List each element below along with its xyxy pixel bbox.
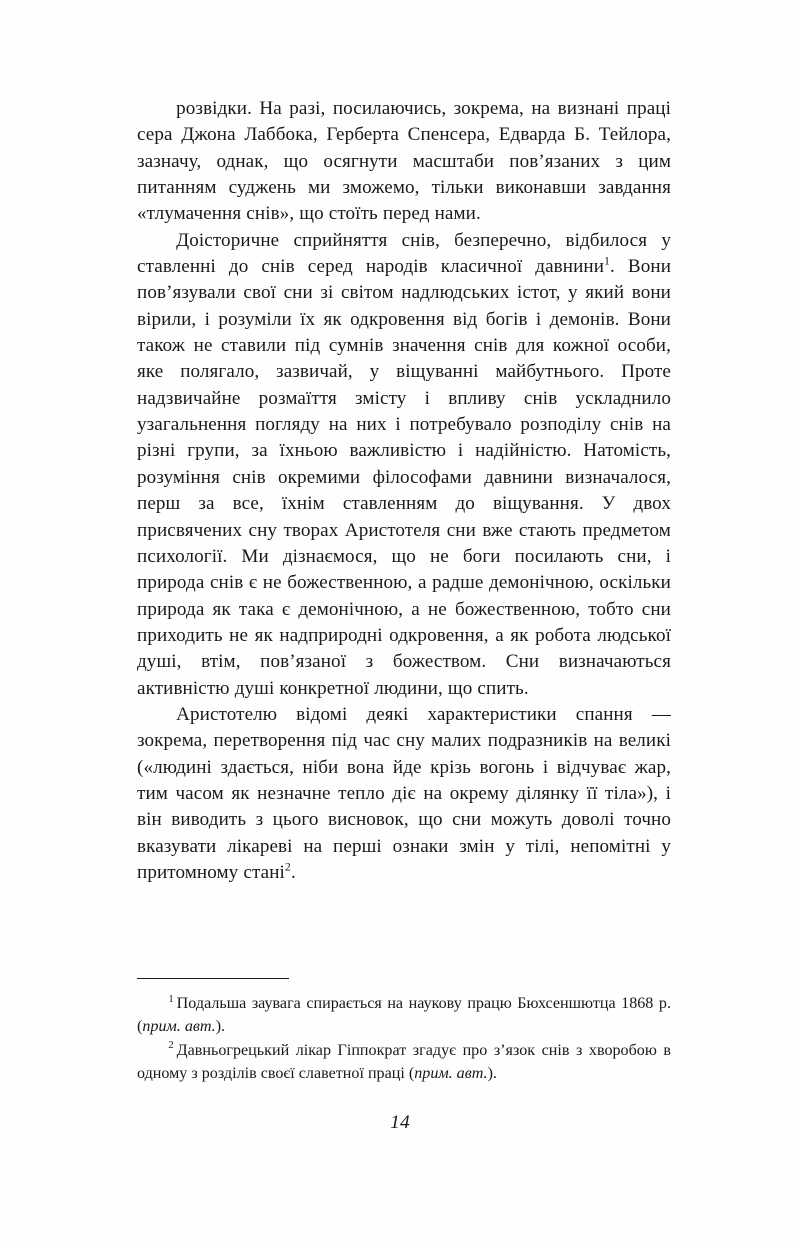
footnote-1-text-before: Подальша заувага спирається на наукову працю Бюхсеншютца 1868 р. (: [137, 995, 671, 1036]
footnote-1-text-after: ).: [215, 1018, 226, 1036]
footnote-2-text-after: ).: [487, 1065, 497, 1083]
paragraph-2-part-a: Доісторичне сприйняття снів, безперечно, відбилося у ставленні до снів серед народів класичної давнини: [137, 229, 671, 278]
footnote-2-marker: 2: [168, 1040, 174, 1052]
footnote-2-text-before: Давньогрецький лікар Гіппократ згадує про з’язок снів з хворобою в одному з розділів своєї славетної праці (: [137, 1041, 671, 1083]
footnote-1: [137, 992, 671, 1039]
footnote-1-italic-note: прим. авт.: [142, 1018, 216, 1036]
body-text-block: [137, 96, 671, 886]
footnote-marker-1[interactable]: 1: [604, 253, 611, 268]
paragraph-2: [137, 228, 671, 702]
footnote-separator-rule: [137, 978, 289, 979]
paragraph-3: [137, 702, 671, 886]
footnote-2: [137, 1039, 671, 1086]
paragraph-1: розвідки. На разі, посилаючись, зокрема, на визнані праці сера Джона Лаббока, Герберта Спенсера, Едварда Б. Тейлора, зазначу, однак, що осягнути масштаби пов’язаних з цим питанням суджень ми зможемо, тільки виконавши завдання «тлумачення снів», що стоїть перед нами.: [137, 98, 671, 225]
footnote-2-italic-note: прим. авт.: [414, 1065, 488, 1083]
paragraph-2-part-b: . Вони пов’язували свої сни зі світом надлюдських істот, у який вони вірили, і розуміли їх як одкровення від богів і демонів. Вони також не ставили під сумнів значення снів для кожної особи, яке полягало, зазвичай, у віщуванні майбутнього. Проте надзвичайне розмаїття змісту і впливу снів ускладнило узагальнення погляду на них і потребувало розподілу снів на різні групи, за їхньою важливістю і надійністю. Натомість, розуміння снів окремими філософами давнини визначалося, перш за все, їхнім ставленням до віщування. У двох присвячених сну творах Аристотеля сни вже стають предметом психології. Ми дізнаємося, що не боги посилають сни, і природа снів є не божественною, а радше демонічною, оскільки природа як така є демонічною, а не божественною, тобто сни приходить не як надприродні одкровення, а як робота людської душі, втім, пов’язаної з божеством. Сни визначаються активністю душі конкретної людини, що спить.: [137, 256, 672, 699]
paragraph-3-part-b: .: [290, 861, 296, 883]
footnote-1-marker: 1: [168, 993, 174, 1005]
paragraph-3-part-a: Аристотелю відомі деякі характеристики спання — зокрема, перетворення під час сну малих подразників на великі («людині здається, ніби вона йде крізь вогонь і відчуває жар, тим часом як незначне тепло діє на окрему ділянку її тіла»), і він виводить з цього висновок, що сни можуть доволі точно вказувати лікареві на перші ознаки змін у тілі, непомітні у притомному стані: [137, 703, 671, 883]
footnote-marker-2[interactable]: 2: [284, 859, 291, 874]
footnotes-section: [137, 978, 671, 1086]
page-number: 14: [390, 1112, 410, 1133]
